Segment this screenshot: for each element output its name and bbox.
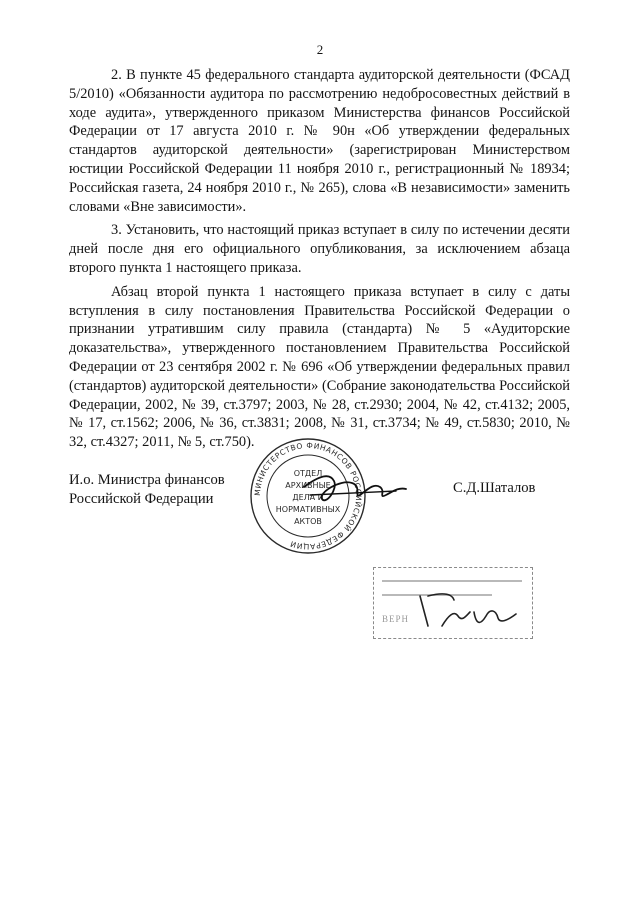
stamp-prefix: ВЕРН bbox=[382, 614, 410, 624]
paragraph-effective-date: Абзац второй пункта 1 настоящего приказа вступает в силу с даты вступления в силу постановления Правительства Российской Федерации о признании утратившим силу правила (стандарта) № 5 «Аудиторские доказательства», утвержденного постановлением Правительства Российской Федерации от 23 сентября 2002 г. № 696 «Об утверждении федеральных правил (стандартов) аудиторской деятельности» (Собрание законодательства Российской Федерации, 2002, № 39, ст.3797; 2003, № 28, ст.2930; 2004, № 42, ст.4132; 2005, № 17, ст.1562; 2006, № 36, ст.3831; 2008, № 31, ст.3734; № 49, ст.5830; 2010, № 32, ст.4327; 2011, № 5, ст.750). bbox=[69, 283, 570, 451]
paragraph-item-3: 3. Установить, что настоящий приказ вступает в силу по истечении десяти дней после дня его официального опубликования, за исключением абзаца второго пункта 1 настоящего приказа. bbox=[69, 222, 570, 276]
seal-line-5: АКТОВ bbox=[294, 517, 322, 526]
signatory-position bbox=[69, 471, 225, 509]
stamp-faded-line-1 bbox=[382, 580, 522, 582]
document-body bbox=[69, 66, 570, 457]
position-line-1: И.о. Министра финансов bbox=[69, 472, 225, 488]
seal-line-3: ДЕЛА И bbox=[292, 493, 324, 502]
seal-line-2: АРХИВНЫЕ bbox=[285, 481, 331, 490]
seal-line-1: ОТДЕЛ bbox=[293, 469, 323, 478]
seal-line-4: НОРМАТИВНЫХ bbox=[275, 505, 341, 514]
paragraph-item-2: 2. В пункте 45 федерального стандарта аудиторской деятельности (ФСАД 5/2010) «Обязанности аудитора по рассмотрению недобросовестных действий в ходе аудита», утвержденного приказом Министерства финансов Российской Федерации от 17 августа 2010 г. № 90н «Об утверждении федеральных стандартов аудиторской деятельности» (зарегистрирован Министерством юстиции Российской Федерации 11 ноября 2010 г., регистрационный № 18934; Российская газета, 24 ноября 2010 г., № 265), слова «В независимости» заменить словами «Вне зависимости». bbox=[69, 67, 570, 215]
copy-verification-stamp bbox=[373, 567, 533, 639]
page-number: 2 bbox=[316, 42, 324, 57]
signatory-name: С.Д.Шаталов bbox=[453, 480, 536, 496]
minister-signature-icon bbox=[300, 465, 410, 515]
seal-ring-text: МИНИСТЕРСТВО ФИНАНСОВ РОССИЙСКОЙ ФЕДЕРАЦИИ bbox=[252, 440, 364, 552]
stamp-signature-icon bbox=[414, 586, 524, 634]
position-line-2: Российской Федерации bbox=[69, 491, 214, 507]
